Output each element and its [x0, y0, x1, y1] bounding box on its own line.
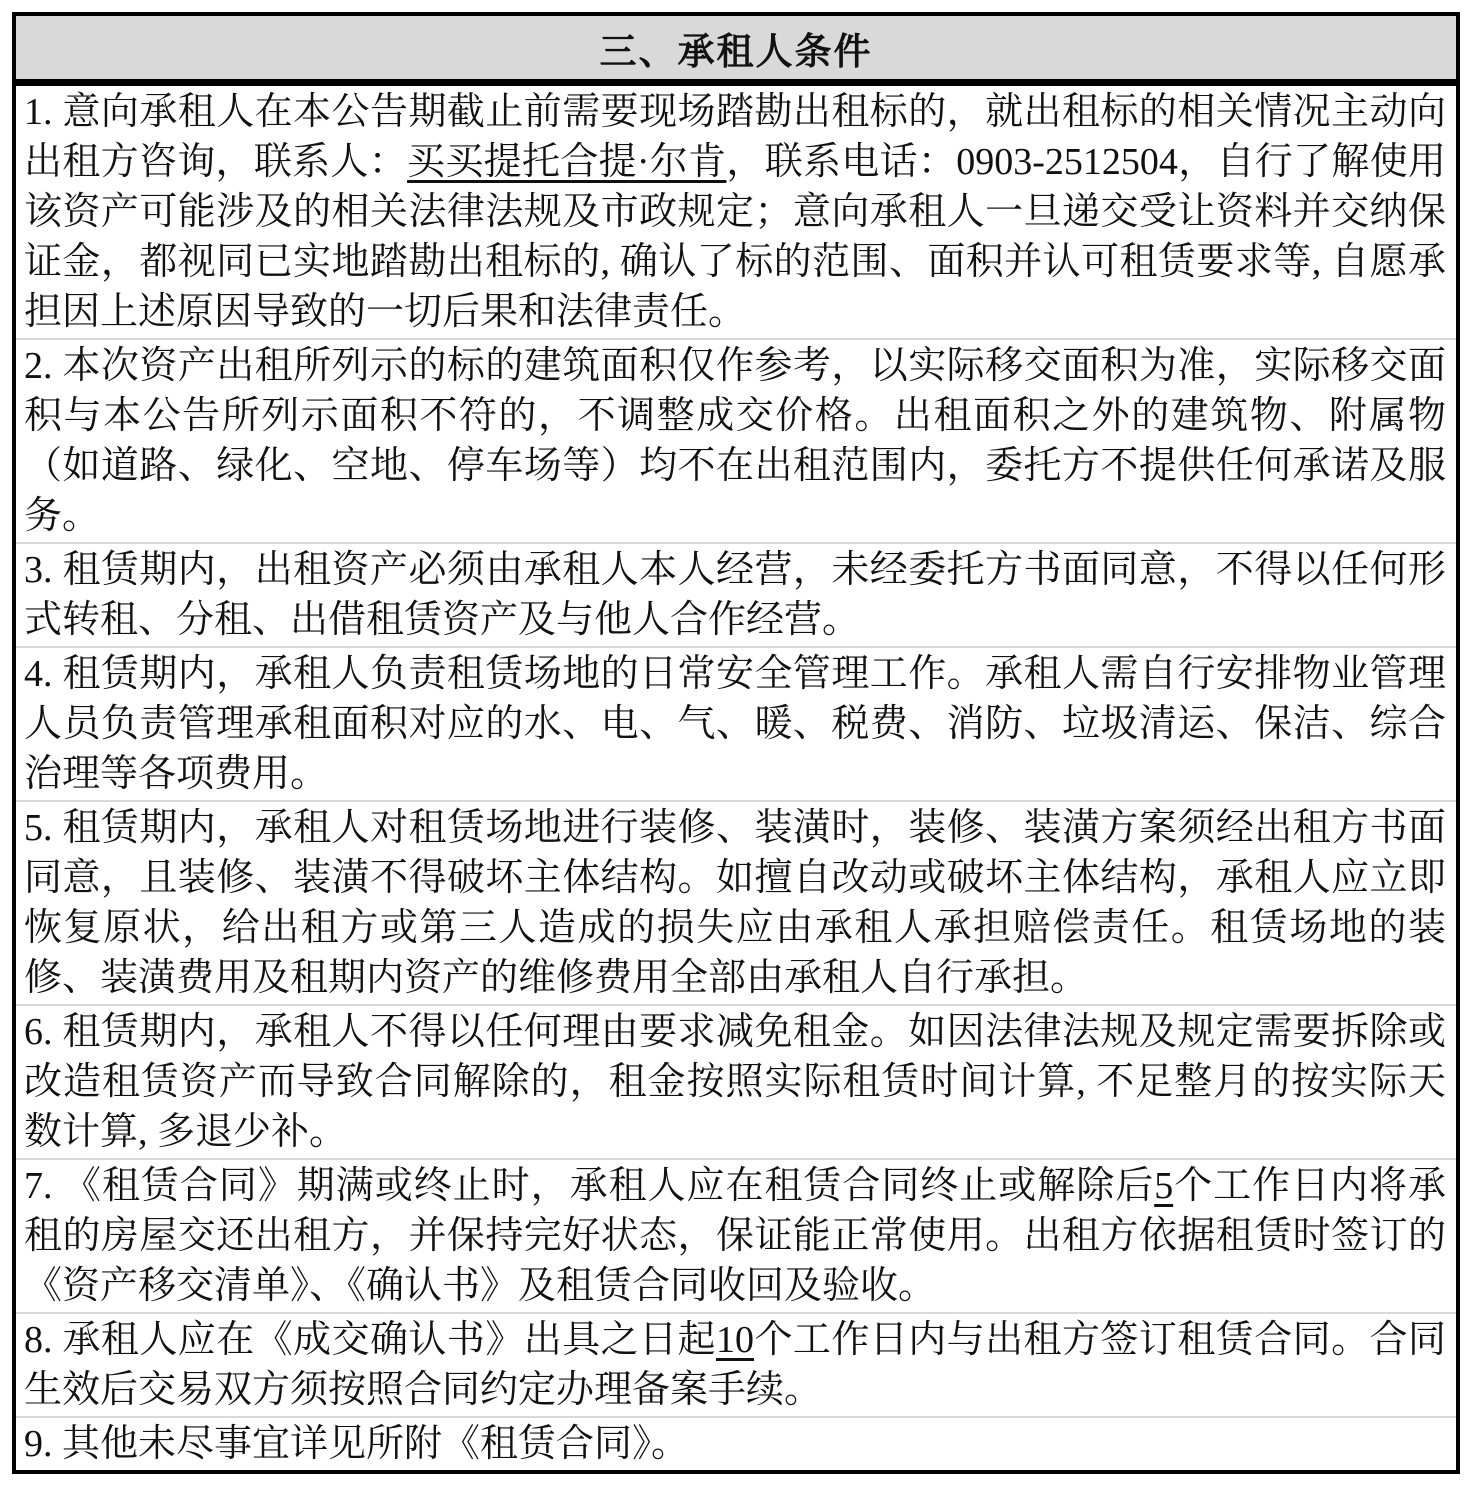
clause-text: 个工作日内与出租方签订租赁合同。合同生效后交易双方须按照合同约定办理备案手续。	[24, 1319, 1446, 1411]
clause-row-3	[16, 544, 1456, 648]
clause-text: 9. 其他未尽事宜详见所附《租赁合同》。	[24, 1423, 690, 1465]
underlined-text: 10	[716, 1319, 754, 1361]
clause-row-9	[16, 1418, 1456, 1470]
clause-row-7	[16, 1160, 1456, 1314]
clause-row-4	[16, 648, 1456, 802]
clause-row-6	[16, 1006, 1456, 1160]
clause-text: 5. 租赁期内，承租人对租赁场地进行装修、装潢时，装修、装潢方案须经出租方书面同意，且装修、装潢不得破坏主体结构。如擅自改动或破坏主体结构，承租人应立即恢复原状，给出租方或第三人造成的损失应由承租人承担赔偿责任。租赁场地的装修、装潢费用及租期内资产的维修费用全部由承租人自行承担。	[24, 807, 1446, 999]
lessee-conditions-table	[12, 12, 1460, 1474]
clause-text: ，联系电话：0903-2512504，自行了解使用该资产可能涉及的相关法律法规及市政规定；意向承租人一旦递交受让资料并交纳保证金，都视同已实地踏勘出租标的, 确认了标的范围、面积并认可租赁要求等, 自愿承担因上述原因导致的一切后果和法律责任。	[24, 141, 1447, 333]
clause-row-2	[16, 340, 1456, 544]
clause-text: 8. 承租人应在《成交确认书》出具之日起	[24, 1319, 716, 1361]
clause-text: 1. 意向承租人在本公告期截止前需要现场踏勘出租标的，就出租标的相关情况主动向出租方咨询，联系人：	[24, 91, 1446, 183]
clause-text: 6. 租赁期内，承租人不得以任何理由要求减免租金。如因法律法规及规定需要拆除或改造租赁资产而导致合同解除的，租金按照实际租赁时间计算, 不足整月的按实际天数计算, 多退少补。	[24, 1011, 1446, 1153]
clause-row-8	[16, 1314, 1456, 1418]
underlined-text: 5	[1154, 1165, 1174, 1207]
underlined-text: 买买提托合提·尔肯	[407, 141, 727, 183]
clause-text: 个工作日内将承租的房屋交还出租方，并保持完好状态，保证能正常使用。出租方依据租赁时签订的《资产移交清单》、《确认书》及租赁合同收回及验收。	[24, 1165, 1446, 1307]
clause-row-1	[16, 86, 1456, 340]
clause-text: 3. 租赁期内，出租资产必须由承租人本人经营，未经委托方书面同意，不得以任何形式转租、分租、出借租赁资产及与他人合作经营。	[24, 549, 1446, 641]
clause-list	[16, 86, 1456, 1470]
section-title: 三、承租人条件	[16, 16, 1456, 86]
clause-text: 4. 租赁期内，承租人负责租赁场地的日常安全管理工作。承租人需自行安排物业管理人员负责管理承租面积对应的水、电、气、暖、税费、消防、垃圾清运、保洁、综合治理等各项费用。	[24, 653, 1446, 795]
clause-text: 7. 《租赁合同》期满或终止时，承租人应在租赁合同终止或解除后	[24, 1165, 1155, 1207]
clause-row-5	[16, 802, 1456, 1006]
clause-text: 2. 本次资产出租所列示的标的建筑面积仅作参考，以实际移交面积为准，实际移交面积与本公告所列示面积不符的，不调整成交价格。出租面积之外的建筑物、附属物（如道路、绿化、空地、停车场等）均不在出租范围内，委托方不提供任何承诺及服务。	[24, 345, 1446, 537]
